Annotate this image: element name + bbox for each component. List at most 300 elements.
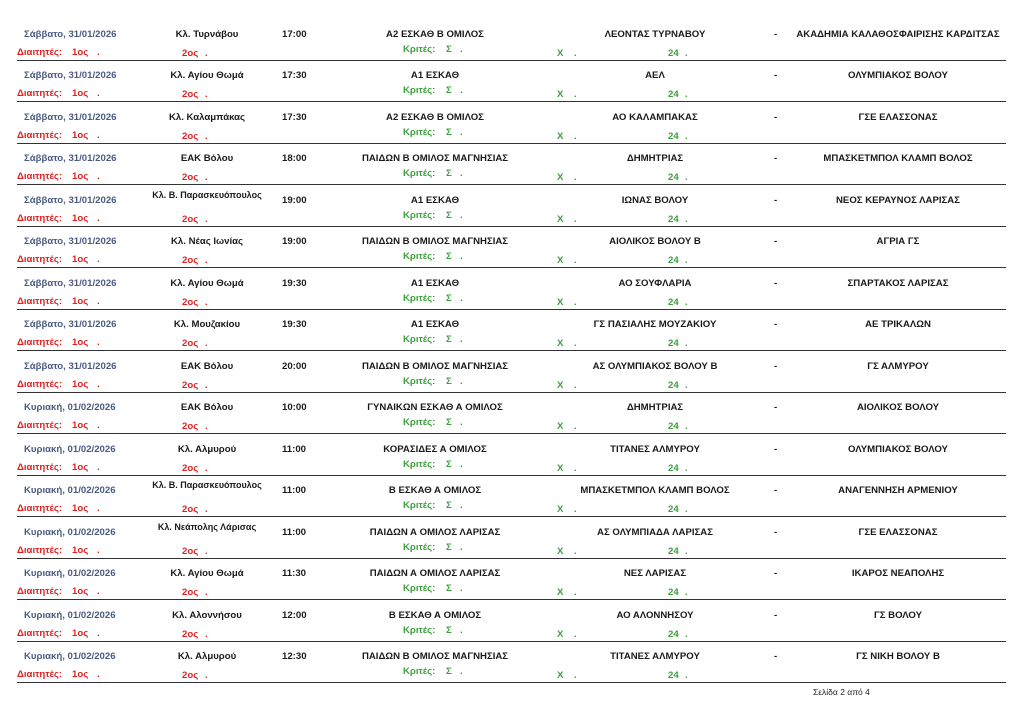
home-team: ΑΣ ΟΛΥΜΠΙΑΚΟΣ ΒΟΛΟΥ Β bbox=[592, 360, 718, 372]
home-team: ΑΕΛ bbox=[645, 70, 665, 81]
shot-clock-dot: . bbox=[685, 296, 688, 308]
shot-clock-label: 24 bbox=[668, 47, 679, 59]
judges-label: Κριτές: bbox=[403, 126, 436, 138]
home-team: ΔΗΜΗΤΡΙΑΣ bbox=[626, 402, 684, 413]
match-time: 19:00 bbox=[282, 194, 307, 206]
match-date: Κυριακή, 01/02/2026 bbox=[24, 443, 116, 455]
shot-clock-dot: . bbox=[685, 130, 688, 142]
second-referee-dot: . bbox=[205, 504, 208, 515]
match-row bbox=[0, 191, 1024, 233]
second-referee-label: 2ος bbox=[182, 89, 199, 100]
match-time: 11:00 bbox=[282, 526, 307, 538]
shot-clock-label: 24 bbox=[668, 89, 679, 100]
away-team: ΓΣ ΒΟΛΟΥ bbox=[873, 609, 923, 621]
shot-clock-dot: . bbox=[685, 338, 688, 349]
home-team: ΝΕΣ ΛΑΡΙΣΑΣ bbox=[623, 568, 687, 579]
scorer-dot: . bbox=[460, 292, 463, 304]
timer-label: Χ bbox=[557, 47, 564, 59]
first-referee-dot: . bbox=[97, 88, 100, 99]
row-divider bbox=[17, 558, 1006, 559]
shot-clock-dot: . bbox=[685, 670, 688, 681]
timer-dot: . bbox=[574, 462, 577, 474]
match-time: 19:00 bbox=[282, 236, 307, 247]
match-competition: ΠΑΙΔΩΝ Β ΟΜΙΛΟΣ ΜΑΓΝΗΣΙΑΣ bbox=[361, 236, 509, 247]
away-team: ΣΠΑΡΤΑΚΟΣ ΛΑΡΙΣΑΣ bbox=[847, 277, 949, 289]
match-venue: Κλ. Αλμυρού bbox=[177, 651, 237, 662]
home-team: ΑΟ ΑΛΟΝΝΗΣΟΥ bbox=[616, 609, 694, 621]
scorer-label: Σ bbox=[446, 126, 452, 138]
second-referee-dot: . bbox=[205, 172, 208, 183]
scorer-label: Σ bbox=[446, 500, 452, 511]
first-referee-label: 1ος bbox=[72, 337, 89, 348]
match-date: Σάββατο, 31/01/2026 bbox=[24, 360, 117, 372]
match-date: Κυριακή, 01/02/2026 bbox=[24, 568, 116, 579]
judges-label: Κριτές: bbox=[403, 375, 436, 387]
match-row bbox=[0, 274, 1024, 316]
scorer-label: Σ bbox=[446, 458, 452, 470]
shot-clock-label: 24 bbox=[668, 296, 679, 308]
shot-clock-dot: . bbox=[685, 213, 688, 225]
first-referee-label: 1ος bbox=[72, 544, 89, 556]
shot-clock-label: 24 bbox=[668, 587, 679, 598]
scorer-label: Σ bbox=[446, 43, 452, 55]
away-team: ΓΣΕ ΕΛΑΣΣΟΝΑΣ bbox=[858, 111, 938, 123]
away-team: ΑΚΑΔΗΜΙΑ ΚΑΛΑΘΟΣΦΑΙΡΙΣΗΣ ΚΑΡΔΙΤΣΑΣ bbox=[796, 28, 1000, 40]
match-date: Σάββατο, 31/01/2026 bbox=[24, 111, 117, 123]
match-venue: Κλ. Β. Παρασκευόπουλος bbox=[152, 189, 262, 200]
match-venue: Κλ. Τυρνάβου bbox=[175, 28, 239, 40]
judges-label: Κριτές: bbox=[403, 541, 436, 553]
shot-clock-dot: . bbox=[685, 172, 688, 183]
scorer-dot: . bbox=[460, 624, 463, 636]
match-date: Σάββατο, 31/01/2026 bbox=[24, 28, 117, 40]
home-team: ΔΗΜΗΤΡΙΑΣ bbox=[626, 153, 684, 164]
second-referee-label: 2ος bbox=[182, 296, 199, 308]
second-referee-dot: . bbox=[205, 545, 208, 557]
match-time: 20:00 bbox=[282, 360, 307, 372]
home-team: ΑΙΟΛΙΚΟΣ ΒΟΛΟΥ Β bbox=[609, 236, 701, 247]
match-date: Κυριακή, 01/02/2026 bbox=[24, 609, 116, 621]
home-team: ΙΩΝΑΣ ΒΟΛΟΥ bbox=[621, 194, 689, 206]
second-referee-label: 2ος bbox=[182, 628, 199, 640]
match-date: Σάββατο, 31/01/2026 bbox=[24, 277, 117, 289]
shot-clock-label: 24 bbox=[668, 379, 679, 391]
second-referee-label: 2ος bbox=[182, 379, 199, 391]
vs-dash: - bbox=[774, 485, 778, 496]
scorer-dot: . bbox=[460, 375, 463, 387]
timer-label: Χ bbox=[557, 379, 564, 391]
shot-clock-label: 24 bbox=[668, 130, 679, 142]
referees-label: Διαιτητές: bbox=[17, 88, 63, 99]
match-date: Σάββατο, 31/01/2026 bbox=[24, 236, 117, 247]
first-referee-label: 1ος bbox=[72, 420, 89, 431]
second-referee-label: 2ος bbox=[182, 545, 199, 557]
match-row bbox=[0, 315, 1024, 357]
match-row bbox=[0, 232, 1024, 274]
shot-clock-dot: . bbox=[685, 545, 688, 557]
referees-label: Διαιτητές: bbox=[17, 254, 63, 265]
away-team: ΑΕ ΤΡΙΚΑΛΩΝ bbox=[865, 319, 931, 330]
scorer-label: Σ bbox=[446, 666, 452, 677]
match-row bbox=[0, 564, 1024, 606]
referees-label: Διαιτητές: bbox=[17, 503, 63, 514]
first-referee-dot: . bbox=[97, 212, 100, 224]
judges-label: Κριτές: bbox=[403, 500, 436, 511]
vs-dash: - bbox=[774, 111, 778, 123]
timer-label: Χ bbox=[557, 421, 564, 432]
referees-label: Διαιτητές: bbox=[17, 420, 63, 431]
shot-clock-label: 24 bbox=[668, 338, 679, 349]
shot-clock-label: 24 bbox=[668, 421, 679, 432]
match-row bbox=[0, 606, 1024, 648]
row-divider bbox=[17, 392, 1006, 393]
away-team: ΓΣΕ ΕΛΑΣΣΟΝΑΣ bbox=[858, 526, 938, 538]
first-referee-dot: . bbox=[97, 295, 100, 307]
shot-clock-dot: . bbox=[685, 628, 688, 640]
referees-label: Διαιτητές: bbox=[17, 295, 63, 307]
match-competition: Α1 ΕΣΚΑΘ bbox=[410, 277, 460, 289]
timer-label: Χ bbox=[557, 628, 564, 640]
home-team: ΤΙΤΑΝΕΣ ΑΛΜΥΡΟΥ bbox=[610, 651, 700, 662]
second-referee-dot: . bbox=[205, 89, 208, 100]
timer-label: Χ bbox=[557, 504, 564, 515]
match-time: 17:30 bbox=[282, 70, 307, 81]
match-date: Κυριακή, 01/02/2026 bbox=[24, 526, 116, 538]
shot-clock-dot: . bbox=[685, 255, 688, 266]
first-referee-dot: . bbox=[97, 503, 100, 514]
match-venue: Κλ. Μουζακίου bbox=[173, 319, 241, 330]
scorer-dot: . bbox=[460, 541, 463, 553]
match-row bbox=[0, 523, 1024, 565]
vs-dash: - bbox=[774, 277, 778, 289]
match-time: 17:00 bbox=[282, 28, 307, 40]
referees-label: Διαιτητές: bbox=[17, 669, 63, 680]
vs-dash: - bbox=[774, 609, 778, 621]
first-referee-label: 1ος bbox=[72, 669, 89, 680]
home-team: ΤΙΤΑΝΕΣ ΑΛΜΥΡΟΥ bbox=[610, 443, 700, 455]
match-time: 10:00 bbox=[282, 402, 307, 413]
match-venue: ΕΑΚ Βόλου bbox=[180, 153, 234, 164]
match-date: Σάββατο, 31/01/2026 bbox=[24, 194, 117, 206]
match-competition: Α1 ΕΣΚΑΘ bbox=[410, 319, 460, 330]
second-referee-dot: . bbox=[205, 338, 208, 349]
match-competition: ΓΥΝΑΙΚΩΝ ΕΣΚΑΘ Α ΟΜΙΛΟΣ bbox=[367, 402, 503, 413]
scorer-dot: . bbox=[460, 417, 463, 428]
match-date: Σάββατο, 31/01/2026 bbox=[24, 70, 117, 81]
match-time: 12:30 bbox=[282, 651, 307, 662]
vs-dash: - bbox=[774, 236, 778, 247]
first-referee-dot: . bbox=[97, 378, 100, 390]
row-divider bbox=[17, 350, 1006, 351]
match-competition: Α1 ΕΣΚΑΘ bbox=[410, 194, 460, 206]
timer-dot: . bbox=[574, 130, 577, 142]
second-referee-dot: . bbox=[205, 628, 208, 640]
second-referee-label: 2ος bbox=[182, 462, 199, 474]
first-referee-dot: . bbox=[97, 669, 100, 680]
match-time: 11:00 bbox=[282, 485, 307, 496]
first-referee-label: 1ος bbox=[72, 627, 89, 639]
judges-label: Κριτές: bbox=[403, 85, 436, 96]
match-venue: ΕΑΚ Βόλου bbox=[180, 402, 234, 413]
match-venue: Κλ. Β. Παρασκευόπουλος bbox=[152, 480, 262, 490]
second-referee-dot: . bbox=[205, 587, 208, 598]
shot-clock-dot: . bbox=[685, 504, 688, 515]
match-time: 17:30 bbox=[282, 111, 307, 123]
row-divider bbox=[17, 475, 1006, 476]
scorer-label: Σ bbox=[446, 85, 452, 96]
referees-label: Διαιτητές: bbox=[17, 337, 63, 348]
first-referee-dot: . bbox=[97, 171, 100, 182]
shot-clock-dot: . bbox=[685, 47, 688, 59]
match-venue: Κλ. Αγίου Θωμά bbox=[170, 568, 244, 579]
vs-dash: - bbox=[774, 402, 778, 413]
match-date: Σάββατο, 31/01/2026 bbox=[24, 319, 117, 330]
match-venue: ΕΑΚ Βόλου bbox=[180, 360, 234, 372]
match-date: Κυριακή, 01/02/2026 bbox=[24, 402, 116, 413]
timer-label: Χ bbox=[557, 296, 564, 308]
vs-dash: - bbox=[774, 651, 778, 662]
away-team: ΓΣ ΝΙΚΗ ΒΟΛΟΥ Β bbox=[856, 651, 940, 662]
timer-dot: . bbox=[574, 213, 577, 225]
shot-clock-label: 24 bbox=[668, 504, 679, 515]
first-referee-label: 1ος bbox=[72, 129, 89, 141]
vs-dash: - bbox=[774, 319, 778, 330]
away-team: ΑΝΑΓΕΝΝΗΣΗ ΑΡΜΕΝΙΟΥ bbox=[838, 485, 958, 496]
second-referee-dot: . bbox=[205, 670, 208, 681]
scorer-label: Σ bbox=[446, 375, 452, 387]
judges-label: Κριτές: bbox=[403, 334, 436, 345]
shot-clock-dot: . bbox=[685, 89, 688, 100]
timer-dot: . bbox=[574, 47, 577, 59]
second-referee-label: 2ος bbox=[182, 338, 199, 349]
scorer-dot: . bbox=[460, 666, 463, 677]
first-referee-dot: . bbox=[97, 129, 100, 141]
judges-label: Κριτές: bbox=[403, 251, 436, 262]
match-row bbox=[0, 149, 1024, 191]
second-referee-dot: . bbox=[205, 213, 208, 225]
second-referee-label: 2ος bbox=[182, 172, 199, 183]
first-referee-dot: . bbox=[97, 46, 100, 58]
row-divider bbox=[17, 143, 1006, 144]
shot-clock-label: 24 bbox=[668, 255, 679, 266]
row-divider bbox=[17, 226, 1006, 227]
match-row bbox=[0, 108, 1024, 150]
scorer-label: Σ bbox=[446, 334, 452, 345]
second-referee-dot: . bbox=[205, 130, 208, 142]
match-time: 18:00 bbox=[282, 153, 307, 164]
timer-dot: . bbox=[574, 338, 577, 349]
second-referee-label: 2ος bbox=[182, 213, 199, 225]
scorer-dot: . bbox=[460, 458, 463, 470]
referees-label: Διαιτητές: bbox=[17, 212, 63, 224]
referees-label: Διαιτητές: bbox=[17, 627, 63, 639]
scorer-dot: . bbox=[460, 126, 463, 138]
shot-clock-dot: . bbox=[685, 587, 688, 598]
shot-clock-dot: . bbox=[685, 462, 688, 474]
first-referee-label: 1ος bbox=[72, 378, 89, 390]
match-row bbox=[0, 647, 1024, 689]
timer-label: Χ bbox=[557, 462, 564, 474]
away-team: ΜΠΑΣΚΕΤΜΠΟΛ ΚΛΑΜΠ ΒΟΛΟΣ bbox=[823, 153, 973, 164]
match-row bbox=[0, 66, 1024, 108]
second-referee-dot: . bbox=[205, 255, 208, 266]
row-divider bbox=[17, 641, 1006, 642]
away-team: ΙΚΑΡΟΣ ΝΕΑΠΟΛΗΣ bbox=[851, 568, 945, 579]
away-team: ΓΣ ΑΛΜΥΡΟΥ bbox=[867, 360, 929, 372]
second-referee-dot: . bbox=[205, 462, 208, 474]
second-referee-dot: . bbox=[205, 379, 208, 391]
first-referee-label: 1ος bbox=[72, 503, 89, 514]
first-referee-label: 1ος bbox=[72, 212, 89, 224]
second-referee-label: 2ος bbox=[182, 670, 199, 681]
scorer-label: Σ bbox=[446, 168, 452, 179]
scorer-dot: . bbox=[460, 500, 463, 511]
shot-clock-label: 24 bbox=[668, 628, 679, 640]
first-referee-label: 1ος bbox=[72, 46, 89, 58]
judges-label: Κριτές: bbox=[403, 292, 436, 304]
scorer-dot: . bbox=[460, 168, 463, 179]
timer-dot: . bbox=[574, 172, 577, 183]
second-referee-label: 2ος bbox=[182, 255, 199, 266]
match-date: Σάββατο, 31/01/2026 bbox=[24, 153, 117, 164]
home-team: ΑΟ ΣΟΥΦΛΑΡΙΑ bbox=[618, 277, 692, 289]
referees-label: Διαιτητές: bbox=[17, 544, 63, 556]
first-referee-label: 1ος bbox=[72, 586, 89, 597]
timer-label: Χ bbox=[557, 213, 564, 225]
judges-label: Κριτές: bbox=[403, 168, 436, 179]
scorer-label: Σ bbox=[446, 209, 452, 221]
match-venue: Κλ. Αλοννήσου bbox=[172, 609, 242, 621]
timer-label: Χ bbox=[557, 670, 564, 681]
timer-dot: . bbox=[574, 670, 577, 681]
referees-label: Διαιτητές: bbox=[17, 586, 63, 597]
match-date: Κυριακή, 01/02/2026 bbox=[24, 651, 116, 662]
timer-label: Χ bbox=[557, 172, 564, 183]
away-team: ΑΙΟΛΙΚΟΣ ΒΟΛΟΥ bbox=[856, 402, 940, 413]
shot-clock-label: 24 bbox=[668, 213, 679, 225]
match-competition: ΠΑΙΔΩΝ Β ΟΜΙΛΟΣ ΜΑΓΝΗΣΙΑΣ bbox=[361, 651, 509, 662]
page-number: Σελίδα 2 από 4 bbox=[813, 687, 870, 697]
scorer-label: Σ bbox=[446, 624, 452, 636]
second-referee-dot: . bbox=[205, 421, 208, 432]
vs-dash: - bbox=[774, 443, 778, 455]
judges-label: Κριτές: bbox=[403, 583, 436, 594]
match-competition: ΠΑΙΔΩΝ Β ΟΜΙΛΟΣ ΜΑΓΝΗΣΙΑΣ bbox=[361, 153, 509, 164]
match-venue: Κλ. Αγίου Θωμά bbox=[170, 277, 244, 289]
scorer-dot: . bbox=[460, 85, 463, 96]
referees-label: Διαιτητές: bbox=[17, 171, 63, 182]
match-competition: Β ΕΣΚΑΘ Α ΟΜΙΛΟΣ bbox=[388, 609, 482, 621]
timer-dot: . bbox=[574, 545, 577, 557]
scorer-label: Σ bbox=[446, 583, 452, 594]
row-divider bbox=[17, 101, 1006, 102]
shot-clock-label: 24 bbox=[668, 172, 679, 183]
scorer-label: Σ bbox=[446, 251, 452, 262]
shot-clock-label: 24 bbox=[668, 462, 679, 474]
shot-clock-dot: . bbox=[685, 421, 688, 432]
match-row bbox=[0, 25, 1024, 67]
second-referee-dot: . bbox=[205, 47, 208, 59]
timer-dot: . bbox=[574, 296, 577, 308]
away-team: ΝΕΟΣ ΚΕΡΑΥΝΟΣ ΛΑΡΙΣΑΣ bbox=[836, 194, 960, 206]
first-referee-label: 1ος bbox=[72, 171, 89, 182]
row-divider bbox=[17, 682, 1006, 683]
match-row bbox=[0, 481, 1024, 523]
first-referee-label: 1ος bbox=[72, 461, 89, 473]
timer-label: Χ bbox=[557, 255, 564, 266]
first-referee-label: 1ος bbox=[72, 254, 89, 265]
timer-dot: . bbox=[574, 587, 577, 598]
second-referee-dot: . bbox=[205, 296, 208, 308]
scorer-label: Σ bbox=[446, 292, 452, 304]
scorer-dot: . bbox=[460, 334, 463, 345]
row-divider bbox=[17, 184, 1006, 185]
second-referee-label: 2ος bbox=[182, 587, 199, 598]
home-team: ΜΠΑΣΚΕΤΜΠΟΛ ΚΛΑΜΠ ΒΟΛΟΣ bbox=[580, 485, 730, 496]
referees-label: Διαιτητές: bbox=[17, 46, 63, 58]
match-row bbox=[0, 398, 1024, 440]
match-competition: ΚΟΡΑΣΙΔΕΣ Α ΟΜΙΛΟΣ bbox=[383, 443, 487, 455]
shot-clock-label: 24 bbox=[668, 670, 679, 681]
timer-dot: . bbox=[574, 421, 577, 432]
row-divider bbox=[17, 60, 1006, 61]
match-venue: Κλ. Νεάπολης Λάρισας bbox=[157, 521, 257, 532]
match-row bbox=[0, 440, 1024, 482]
match-time: 11:00 bbox=[282, 443, 307, 455]
timer-dot: . bbox=[574, 628, 577, 640]
vs-dash: - bbox=[774, 568, 778, 579]
row-divider bbox=[17, 309, 1006, 310]
scorer-label: Σ bbox=[446, 541, 452, 553]
timer-dot: . bbox=[574, 255, 577, 266]
match-venue: Κλ. Αλμυρού bbox=[177, 443, 237, 455]
away-team: ΟΛΥΜΠΙΑΚΟΣ ΒΟΛΟΥ bbox=[848, 443, 948, 455]
first-referee-dot: . bbox=[97, 254, 100, 265]
first-referee-dot: . bbox=[97, 544, 100, 556]
referees-label: Διαιτητές: bbox=[17, 461, 63, 473]
first-referee-label: 1ος bbox=[72, 295, 89, 307]
timer-dot: . bbox=[574, 379, 577, 391]
judges-label: Κριτές: bbox=[403, 43, 436, 55]
timer-label: Χ bbox=[557, 89, 564, 100]
match-competition: Α2 ΕΣΚΑΘ Β ΟΜΙΛΟΣ bbox=[386, 28, 484, 40]
scorer-dot: . bbox=[460, 43, 463, 55]
home-team: ΓΣ ΠΑΣΙΑΛΗΣ ΜΟΥΖΑΚΙΟΥ bbox=[593, 319, 717, 330]
first-referee-label: 1ος bbox=[72, 88, 89, 99]
scorer-label: Σ bbox=[446, 417, 452, 428]
vs-dash: - bbox=[774, 526, 778, 538]
home-team: ΑΣ ΟΛΥΜΠΙΑΔΑ ΛΑΡΙΣΑΣ bbox=[597, 526, 713, 538]
match-date: Κυριακή, 01/02/2026 bbox=[24, 485, 116, 496]
first-referee-dot: . bbox=[97, 627, 100, 639]
match-venue: Κλ. Νέας Ιωνίας bbox=[170, 236, 244, 247]
vs-dash: - bbox=[774, 28, 778, 40]
match-time: 19:30 bbox=[282, 319, 307, 330]
timer-dot: . bbox=[574, 89, 577, 100]
vs-dash: - bbox=[774, 360, 778, 372]
judges-label: Κριτές: bbox=[403, 666, 436, 677]
home-team: ΑΟ ΚΑΛΑΜΠΑΚΑΣ bbox=[612, 111, 698, 123]
judges-label: Κριτές: bbox=[403, 624, 436, 636]
home-team: ΛΕΟΝΤΑΣ ΤΥΡΝΑΒΟΥ bbox=[604, 28, 706, 40]
first-referee-dot: . bbox=[97, 461, 100, 473]
shot-clock-dot: . bbox=[685, 379, 688, 391]
away-team: ΟΛΥΜΠΙΑΚΟΣ ΒΟΛΟΥ bbox=[848, 70, 948, 81]
timer-label: Χ bbox=[557, 545, 564, 557]
match-competition: Β ΕΣΚΑΘ Α ΟΜΙΛΟΣ bbox=[388, 485, 482, 496]
timer-label: Χ bbox=[557, 338, 564, 349]
row-divider bbox=[17, 516, 1006, 517]
